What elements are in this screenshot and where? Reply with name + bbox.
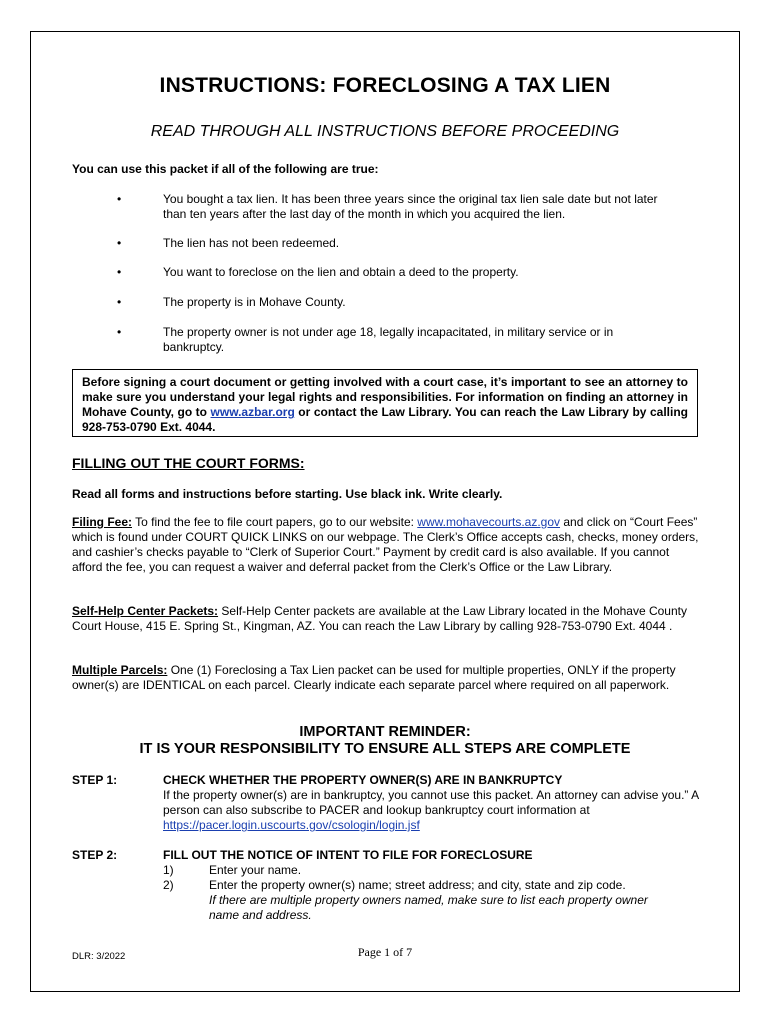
filing-fee-text: To find the fee to file court papers, go to our website: xyxy=(132,515,418,529)
bullet-text: The lien has not been redeemed. xyxy=(163,236,340,250)
list-item xyxy=(0,295,770,311)
self-help-text: Self-Help Center packets are available at the Law Library located in the Mohave County Court House, 415 E. Spring St., Kingman, AZ. You can reach the Law Library by calling 928-753-0790 Ext. 4044 . xyxy=(72,604,687,633)
step-2-label: STEP 2: xyxy=(72,848,118,862)
court-website-link[interactable]: www.mohavecourts.az.gov xyxy=(417,515,561,529)
read-all-instruction: Read all forms and instructions before starting. Use black ink. Write clearly. xyxy=(72,487,503,501)
section-heading: FILLING OUT THE COURT FORMS: xyxy=(72,455,305,471)
multiple-parcels-text: One (1) Foreclosing a Tax Lien packet can be used for multiple properties, ONLY if the property owner(s) are IDENTICAL on each parcel. Clearly indicate each separate parcel where required on all paperwork. xyxy=(72,663,676,692)
list-item xyxy=(0,325,770,357)
bullet-icon: • xyxy=(117,192,122,206)
list-item xyxy=(0,192,770,224)
bullet-icon: • xyxy=(117,236,122,250)
list-item xyxy=(0,236,770,252)
bullet-icon: • xyxy=(117,265,122,279)
self-help-label: Self-Help Center Packets: xyxy=(72,604,219,618)
pacer-link[interactable]: https://pacer.login.uscourts.gov/csologin/login.jsf xyxy=(163,818,420,832)
filing-fee-label: Filing Fee: xyxy=(72,515,132,529)
step-2-heading: FILL OUT THE NOTICE OF INTENT TO FILE FOR FORECLOSURE xyxy=(163,848,533,862)
reminder-subheading: IT IS YOUR RESPONSIBILITY TO ENSURE ALL STEPS ARE COMPLETE xyxy=(139,741,631,757)
list-item xyxy=(163,878,703,893)
bullet-icon: • xyxy=(117,295,122,309)
item-number: 1) xyxy=(163,863,174,877)
intro-text: You can use this packet if all of the following are true: xyxy=(72,162,379,176)
reminder-heading: IMPORTANT REMINDER: xyxy=(299,724,471,740)
self-help-paragraph xyxy=(72,604,700,634)
filing-fee-text-end: and click on “Court Fees” which is found under COURT QUICK LINKS on our webpage. The Clerk’s Office accepts cash, checks, money orders, and cashier’s checks payable to “Clerk of Superior Court.” Payment by credit card is also available. If you cannot afford the fee, you can request a waiver and deferral packet from the Clerk’s Office or the Law Library. xyxy=(72,515,699,574)
step-1-label: STEP 1: xyxy=(72,773,118,787)
step-1-body xyxy=(163,773,703,833)
revision-date: DLR: 3/2022 xyxy=(72,951,126,962)
list-item xyxy=(163,863,703,878)
multiple-parcels-label: Multiple Parcels: xyxy=(72,663,168,677)
page-title: INSTRUCTIONS: FORECLOSING A TAX LIEN xyxy=(159,74,611,97)
multiple-parcels-paragraph xyxy=(72,663,700,693)
azbar-link[interactable]: www.azbar.org xyxy=(210,405,295,419)
list-item xyxy=(0,265,770,281)
step-2-body xyxy=(163,848,703,923)
attorney-notice-box xyxy=(72,369,698,437)
bullet-text: The property owner is not under age 18, legally incapacitated, in military service or in bankruptcy. xyxy=(163,325,614,354)
bullet-icon: • xyxy=(117,325,122,339)
step-1-heading: CHECK WHETHER THE PROPERTY OWNER(S) ARE IN BANKRUPTCY xyxy=(163,773,563,787)
item-number: 2) xyxy=(163,878,174,892)
page-subtitle: READ THROUGH ALL INSTRUCTIONS BEFORE PROCEEDING xyxy=(150,123,620,140)
filing-fee-paragraph xyxy=(72,515,700,575)
page-number: Page 1 of 7 xyxy=(357,945,413,959)
notice-text-end: or contact the Law Library. You can reach the Law Library by calling 928-753-0790 Ext. 4044. xyxy=(82,405,688,434)
notice-text: Before signing a court document or getting involved with a court case, it’s important to see an attorney to make sure you understand your legal rights and responsibilities. For information on finding an attorney in Mohave County, go to xyxy=(82,375,688,419)
bullet-text: The property is in Mohave County. xyxy=(163,295,346,309)
step-2-note: If there are multiple property owners named, make sure to list each property owner name and address. xyxy=(209,893,648,922)
step-1-text: If the property owner(s) are in bankruptcy, you cannot use this packet. An attorney can advise you.” A person can also subscribe to PACER and lookup bankruptcy court information at xyxy=(163,788,699,817)
bullet-text: You want to foreclose on the lien and obtain a deed to the property. xyxy=(163,265,519,279)
item-text: Enter your name. xyxy=(209,863,302,877)
bullet-text: You bought a tax lien. It has been three years since the original tax lien sale date but not later than ten years after the last day of the month in which you acquired the lien. xyxy=(163,192,658,221)
item-text: Enter the property owner(s) name; street address; and city, state and zip code. xyxy=(209,878,626,892)
